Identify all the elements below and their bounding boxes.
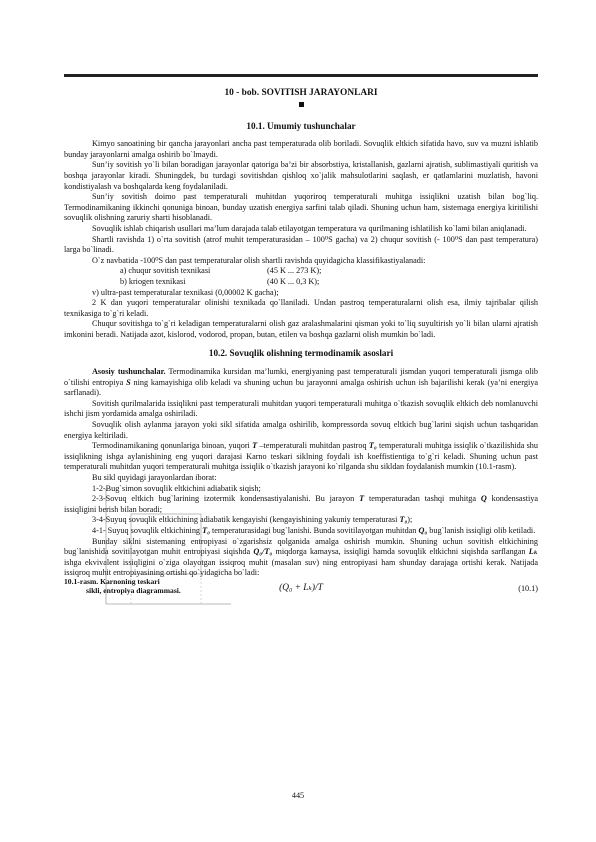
paragraph: Sovuqlik ishlab chiqarish usullari ma’lum darajada talab etilayotgan temperatura va qurilmaning ishlatilish ko`lami bilan aniqlanadi. — [92, 223, 527, 233]
paragraph: Asosiy tushunchalar. Termodinamika kursidan ma’lumki, energiyaning past temperaturali jismdan yuqori temperaturali jismga olib o`tilishi entropiya S ning kamayishiga olib keladi va shuning uchun bu jarayonni amalga oshirish uchun ish bajarilishi kerak (ya’ni energiya sarflanadi). — [64, 367, 539, 398]
paragraph: Sovitish qurilmalarida issiqlikni past temperaturali muhitdan yuqori temperaturali muhitga o`tkazish sovuqlik eltkich deb nomlanuvchi ishchi jism yordamida amalga oshiriladi. — [64, 398, 538, 419]
paragraph: Sun’iy sovitish doimo past temperaturali muhitdan yuqoriroq temperaturali muhitga issiqlikni uzatish bilan bog`liq. Termodinamikaning ikkinchi qonuniga binoan, bunday uzatish energiya sarfini talab qiladi. Shuning uchun ham, sistemaga energiya kiritilishi sovuqlik olishning zaruriy sharti hisoblanadi. — [64, 192, 538, 223]
paragraph: Shartli ravishda 1) o`rta sovitish (atrof muhit temperaturasidan – 100⁰S gacha) va 2) chuqur sovitish (- 100⁰S dan past temperatura) larga bo`linadi. — [64, 234, 538, 255]
list-item: v) ultra-past temperaturalar texnikasi (0,00002 K gacha); — [92, 287, 279, 297]
paragraph: Sun’iy sovitish yo`li bilan boradigan jarayonlar qatoriga ba’zi bir absorbstiya, kristallanish, gazlarni ajratish, sublimastiyali quritish va boshqa jarayonlar kiradi. Shuningdek, bu turdagi sovitishdan qishloq xo`jalik mahsulotlarini saqlash, er qatlamlarini muzlatish, havoni kondistiyalash va boshqalarda keng foydalaniladi. — [64, 160, 538, 191]
top-rule — [64, 74, 538, 77]
paragraph: O`z navbatida -100⁰S dan past temperaturalar olish shartli ravishda quyidagicha klassifikastiyalanadi: — [92, 255, 426, 265]
paragraph: Kimyo sanoatining bir qancha jarayonlari ancha past temperaturada olib boriladi. Sovuqlik eltkich sifatida havo, suv va muzni ishlatib bunday jarayonlarni amalga oshirib bo`lmaydi. — [64, 139, 538, 159]
list-item: b) kriogen texnikasi (40 K ... 0,3 K); — [120, 276, 320, 286]
paragraph: Bu sikl quyidagi jarayonlardan iborat: — [92, 473, 217, 482]
list-item: 3-4-Suyuq sovuqlik eltkichining adiabatik kengayishi (kengayishining yakuniy temperaturasi T₀); — [92, 515, 413, 525]
paragraph: Bunday siklni sistemaning entropiyasi o`zgarishsiz qolganida amalga oshirish mumkin. Shuning uchun sovitish eltkichining bug`lanishida sovitilayotgan muhit entropiyasi siqishda Q₀/T₀ miqdorga kamaysa, issiqligi hamda sovuqlik eltkichni siqishda sarflangan Lₖ ishga ekvivalent issiqligini o`ziga olayotgan issiqroq muhit (masalan suv) ning entropiyasi ham shunday darajaga ortishi kerak. Natijada issiqroq muhit entropiyasining ortishi qo`yidagicha bo`ladi: — [64, 536, 539, 578]
list-item: 4-1- Suyuq sovuqlik eltkichining T₀ temperaturasidagi bug`lanishi. Bunda sovitilayotgan muhitdan Q₀ bug`lanish issiqligi olib ketiladi. — [92, 525, 536, 535]
paragraph: Chuqur sovitishga to`g`ri keladigan temperaturalarni olish gaz aralashmalarini qisman yoki to`liq suyultirish yo`li bilan ularni ajratish imkonini beradi. Natijada azot, kislorod, vodorod, propan, butan, etilen va boshqa gazlarni olish mumkin bo`ladi. — [64, 319, 538, 339]
paragraph: Sovuqlik olish aylanma jarayon yoki sikl sifatida amalga oshirilib, kompressorda sovuq eltkich bug`larini siqish uchun tashqaridan energiya keltiriladi. — [64, 420, 538, 440]
figure-caption: 10.1-rasm. Karnoning teskari sikli, entropiya diagrammasi. — [64, 577, 181, 595]
list-item: 2-3-Sovuq eltkich bug`larining izotermik kondensastiyalanishi. Bu jarayon T temperaturadan tashqi muhitga Q kondensastiya issiqligini berish bilan boradi; — [64, 494, 538, 514]
square-bullet-icon — [299, 102, 304, 107]
list-item: 1-2-Bug`simon sovuqlik eltkichini adiabatik siqish; — [92, 483, 261, 493]
paragraph: 2 K dan yuqori temperaturalar olinishi texnikada qo`llaniladi. Undan pastroq temperaturalarni olish esa, ilmiy tajribalar qilish texnikasiga to`g`ri keladi. — [64, 298, 538, 318]
section-title-1: 10.1. Umumiy tushunchalar — [246, 120, 356, 131]
diagram-cycle — [131, 514, 201, 574]
paragraph: Termodinamikaning qonunlariga binoan, yuqori T –temperaturali muhitdan pastroq T₀ temperaturali muhitga issiqlik o`tkazilishida shu issiqlikning ishga aylanishining eng yuqori darajasi Karno teskari siklning foydali ish koeffistientiga to`g`ri keladi. Shuning uchun past temperaturali muhitdan yuqori temperaturali muhitga issiqlik o`tkazish jarayoni ko`rilganda shu sikldan foydalanish mumkin (10.1-rasm). — [64, 441, 538, 472]
list-item: a) chuqur sovitish texnikasi (45 K ... 273 K); — [120, 266, 322, 276]
page-number: 445 — [291, 791, 305, 800]
formula-number: (10.1) — [518, 583, 538, 593]
formula-expression: (Q₀ + Lₖ)/T — [279, 582, 323, 593]
section-title-2: 10.2. Sovuqlik olishning termodinamik asoslari — [208, 348, 394, 359]
chapter-title: 10 - bob. SOVITISH JARAYONLARI — [224, 88, 378, 98]
